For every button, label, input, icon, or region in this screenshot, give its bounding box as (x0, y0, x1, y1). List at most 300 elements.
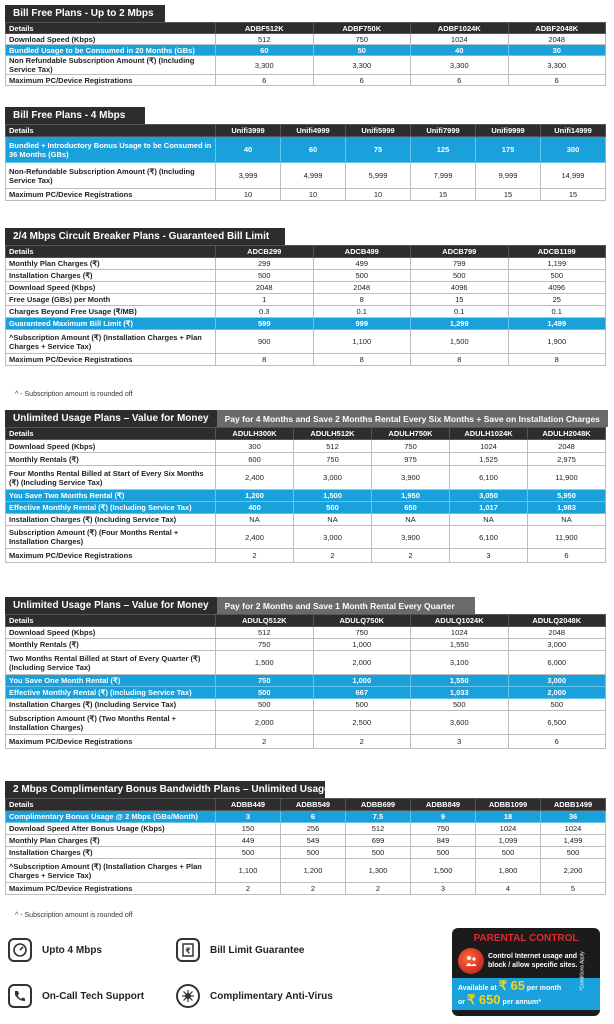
plan-value: 1,550 (411, 639, 509, 651)
plan-name-header: Unifi4999 (281, 125, 346, 137)
plan-name-header: ADULH1024K (450, 428, 528, 440)
parental-control-body (458, 948, 594, 974)
plan-value: 10 (281, 189, 346, 201)
section-title: Bill Free Plans - 4 Mbps (5, 107, 145, 124)
table-header-row (6, 23, 606, 34)
plan-name-header: ADBB549 (281, 799, 346, 811)
plan-value: 3,300 (508, 56, 606, 75)
row-label: Maximum PC/Device Registrations (6, 883, 216, 895)
plan-name-header: ADCB799 (411, 246, 509, 258)
plan-value: 1,499 (508, 318, 606, 330)
table-row (6, 490, 606, 502)
price-prefix: or (458, 999, 465, 1006)
plan-value: 500 (508, 699, 606, 711)
row-label: Download Speed (Kbps) (6, 627, 216, 639)
plan-value: 1,000 (313, 639, 411, 651)
plan-value: 750 (216, 675, 314, 687)
section-tagline: Pay for 2 Months and Save 1 Month Rental Every Quarter (217, 597, 475, 614)
plan-value: 2,200 (541, 859, 606, 883)
table-row (6, 75, 606, 86)
plan-value: 1,100 (313, 330, 411, 354)
details-header: Details (6, 246, 216, 258)
plan-value: 3,000 (508, 675, 606, 687)
plan-name-header: ADULH750K (372, 428, 450, 440)
table-header-row (6, 125, 606, 137)
row-label: Installation Charges (₹) (6, 270, 216, 282)
plan-value: 500 (508, 270, 606, 282)
plan-value: 2,000 (313, 651, 411, 675)
plan-value: 8 (508, 354, 606, 366)
plan-value: 500 (313, 270, 411, 282)
row-label: Subscription Amount (₹) (Two Months Rental + Installation Charges) (6, 711, 216, 735)
feature-bill-limit (176, 938, 304, 962)
row-label: Subscription Amount (₹) (Four Months Rental + Installation Charges) (6, 526, 216, 549)
table-row (6, 294, 606, 306)
details-header: Details (6, 428, 216, 440)
plan-name-header: ADCB299 (216, 246, 314, 258)
section-unlimited-6months (5, 410, 605, 563)
plan-value: 599 (216, 318, 314, 330)
plan-value: 15 (476, 189, 541, 201)
section-unlimited-quarter (5, 597, 605, 749)
plan-value: 2048 (313, 282, 411, 294)
row-label: Two Months Rental Billed at Start of Every Quarter (₹) (Including Service Tax) (6, 651, 216, 675)
feature-antivirus (176, 984, 333, 1008)
plan-value: 1,550 (411, 675, 509, 687)
plan-value: 500 (216, 847, 281, 859)
feature-label: Complimentary Anti-Virus (210, 990, 333, 1002)
plan-value: 3,300 (313, 56, 411, 75)
plan-value: 750 (216, 639, 314, 651)
section-header (5, 597, 605, 614)
plan-value: 60 (216, 45, 314, 56)
plan-value: 7,999 (411, 163, 476, 189)
annual-price: ₹ 650 (466, 992, 501, 1007)
section-header (5, 228, 605, 245)
details-header: Details (6, 615, 216, 627)
plan-value: 2048 (528, 440, 606, 453)
plan-value: 549 (281, 835, 346, 847)
parental-control-price (452, 978, 600, 1010)
plan-value: 2,000 (508, 687, 606, 699)
row-label: Effective Monthly Rental (₹) (Including Service Tax) (6, 687, 216, 699)
plan-value: 1,950 (372, 490, 450, 502)
plan-table (5, 798, 606, 895)
plan-value: 6 (216, 75, 314, 86)
plan-name-header: ADULH2048K (528, 428, 606, 440)
plan-value: 975 (372, 453, 450, 466)
row-label: Non Refundable Subscription Amount (₹) (Including Service Tax) (6, 56, 216, 75)
section-bill-free-2mbps (5, 5, 605, 86)
plan-value: 1024 (476, 823, 541, 835)
plan-value: 500 (216, 687, 314, 699)
plan-value: 7.5 (346, 811, 411, 823)
row-label: Download Speed (Kbps) (6, 440, 216, 453)
plan-value: 3,900 (372, 526, 450, 549)
table-row (6, 859, 606, 883)
plan-value: 3,050 (450, 490, 528, 502)
plan-value: 256 (281, 823, 346, 835)
table-row (6, 526, 606, 549)
plan-name-header: ADBF512K (216, 23, 314, 34)
feature-label: Upto 4 Mbps (42, 944, 102, 956)
plan-value: 1,300 (346, 859, 411, 883)
row-label: Bundled Usage to be Consumed in 20 Months (GBs) (6, 45, 216, 56)
plan-value: 1024 (541, 823, 606, 835)
table-row (6, 651, 606, 675)
plan-value: 6 (281, 811, 346, 823)
monthly-price: ₹ 65 (498, 978, 525, 993)
table-row (6, 282, 606, 294)
plan-value: 500 (346, 847, 411, 859)
plan-value: 6 (313, 75, 411, 86)
row-label: Maximum PC/Device Registrations (6, 549, 216, 563)
table-row (6, 56, 606, 75)
row-label: Free Usage (GBs) per Month (6, 294, 216, 306)
plan-value: 3,000 (508, 639, 606, 651)
plan-value: 500 (411, 847, 476, 859)
plan-value: 1,800 (476, 859, 541, 883)
plan-value: 500 (411, 699, 509, 711)
plan-value: 3 (450, 549, 528, 563)
plan-value: 3 (411, 883, 476, 895)
plan-value: 667 (313, 687, 411, 699)
plan-name-header: ADULH512K (294, 428, 372, 440)
speedometer-icon (8, 938, 32, 962)
plan-value: 1024 (411, 627, 509, 639)
section-header (5, 107, 605, 124)
plan-value: NA (372, 514, 450, 526)
plan-value: 300 (216, 440, 294, 453)
plan-value: 3,300 (411, 56, 509, 75)
plan-value: 60 (281, 137, 346, 163)
plan-value: 750 (294, 453, 372, 466)
plan-value: 1,017 (450, 502, 528, 514)
plan-value: 30 (508, 45, 606, 56)
plan-value: 849 (411, 835, 476, 847)
plan-value: 500 (216, 270, 314, 282)
price-suffix: per annum* (502, 999, 541, 1006)
plan-name-header: ADBB1099 (476, 799, 541, 811)
plan-value: 400 (216, 502, 294, 514)
plan-value: 1024 (450, 440, 528, 453)
plan-value: NA (528, 514, 606, 526)
row-label: Monthly Plan Charges (₹) (6, 258, 216, 270)
svg-text:₹: ₹ (185, 946, 191, 956)
plan-value: NA (216, 514, 294, 526)
table-row (6, 835, 606, 847)
plan-value: 3,000 (294, 466, 372, 490)
plan-table (5, 614, 606, 749)
table-row (6, 549, 606, 563)
section-tagline: Pay for 4 Months and Save 2 Months Rental Every Six Months + Save on Installation Charges (217, 410, 608, 427)
plan-value: 650 (372, 502, 450, 514)
plan-name-header: Unifi3999 (216, 125, 281, 137)
plan-value: 9 (411, 811, 476, 823)
table-row (6, 45, 606, 56)
plan-value: 15 (411, 294, 509, 306)
plan-value: 750 (372, 440, 450, 453)
plan-value: 0.3 (216, 306, 314, 318)
plan-value: 15 (541, 189, 606, 201)
table-row (6, 699, 606, 711)
table-row (6, 330, 606, 354)
table-row (6, 466, 606, 490)
plan-value: 2048 (508, 34, 606, 45)
bill-icon (176, 938, 200, 962)
details-header: Details (6, 23, 216, 34)
plan-value: 750 (313, 627, 411, 639)
table-row (6, 163, 606, 189)
plan-value: 11,900 (528, 526, 606, 549)
plan-value: 36 (541, 811, 606, 823)
plan-name-header: ADULH300K (216, 428, 294, 440)
plan-value: 1,500 (411, 330, 509, 354)
plan-value: 1,500 (294, 490, 372, 502)
plan-value: 8 (411, 354, 509, 366)
table-row (6, 453, 606, 466)
plan-value: 4096 (508, 282, 606, 294)
plan-value: 11,900 (528, 466, 606, 490)
plan-value: 2048 (508, 627, 606, 639)
table-row (6, 823, 606, 835)
plan-value: 0.1 (508, 306, 606, 318)
section-title: 2/4 Mbps Circuit Breaker Plans - Guaranteed Bill Limit (5, 228, 285, 245)
plan-value: 4096 (411, 282, 509, 294)
plan-value: 1,299 (411, 318, 509, 330)
row-label: Guaranteed Maximum Bill Limit (₹) (6, 318, 216, 330)
table-header-row (6, 428, 606, 440)
plan-value: 5 (541, 883, 606, 895)
feature-label: Bill Limit Guarantee (210, 944, 305, 956)
plan-name-header: ADBB849 (411, 799, 476, 811)
plan-value: 10 (346, 189, 411, 201)
plan-value: 3,000 (294, 526, 372, 549)
plan-value: 40 (216, 137, 281, 163)
table-row (6, 687, 606, 699)
plan-value: 299 (216, 258, 314, 270)
table-row (6, 306, 606, 318)
parental-control-icon (458, 948, 484, 974)
plan-value: 6 (508, 735, 606, 749)
table-header-row (6, 615, 606, 627)
row-label: Maximum PC/Device Registrations (6, 354, 216, 366)
plan-value: 699 (346, 835, 411, 847)
table-row (6, 811, 606, 823)
plan-value: 4,999 (281, 163, 346, 189)
row-label: ^Subscription Amount (₹) (Installation Charges + Plan Charges + Service Tax) (6, 859, 216, 883)
table-row (6, 711, 606, 735)
plan-value: 2,500 (313, 711, 411, 735)
plan-value: 40 (411, 45, 509, 56)
plan-value: 900 (216, 330, 314, 354)
parental-control-title: PARENTAL CONTROL (473, 933, 579, 944)
plan-value: 3 (411, 735, 509, 749)
rounding-note: ^ - Subscription amount is rounded off (15, 391, 133, 398)
plan-value: 512 (294, 440, 372, 453)
plan-value: 150 (216, 823, 281, 835)
row-label: Effective Monthly Rental (₹) (Including Service Tax) (6, 502, 216, 514)
plan-name-header: Unifi14999 (541, 125, 606, 137)
plan-value: 1,099 (476, 835, 541, 847)
table-row (6, 847, 606, 859)
plan-value: NA (450, 514, 528, 526)
plan-value: 1,033 (411, 687, 509, 699)
section-title: Unlimited Usage Plans – Value for Money (5, 597, 217, 614)
section-header (5, 5, 605, 22)
phone-icon (8, 984, 32, 1008)
table-row (6, 883, 606, 895)
row-label: You Save One Month Rental (₹) (6, 675, 216, 687)
rounding-note: ^ - Subscription amount is rounded off (15, 912, 133, 919)
details-header: Details (6, 799, 216, 811)
plan-value: 1,499 (541, 835, 606, 847)
plan-value: 6,100 (450, 466, 528, 490)
plan-name-header: ADBB1499 (541, 799, 606, 811)
plan-value: 25 (508, 294, 606, 306)
plan-value: 3,900 (372, 466, 450, 490)
plan-value: 500 (281, 847, 346, 859)
row-label: Complimentary Bonus Usage @ 2 Mbps (GBs/Month) (6, 811, 216, 823)
section-complimentary-bonus (5, 781, 605, 895)
feature-tech-support (8, 984, 144, 1008)
plan-value: 3,100 (411, 651, 509, 675)
row-label: Maximum PC/Device Registrations (6, 735, 216, 749)
plan-value: 1,199 (508, 258, 606, 270)
section-title: 2 Mbps Complimentary Bonus Bandwidth Plans – Unlimited Usage (5, 781, 325, 798)
plan-value: 1,200 (281, 859, 346, 883)
table-row (6, 502, 606, 514)
plan-value: 1,900 (508, 330, 606, 354)
plan-value: 500 (541, 847, 606, 859)
plan-value: 2,975 (528, 453, 606, 466)
plan-value: 2 (216, 735, 314, 749)
plan-value: 8 (216, 354, 314, 366)
plan-value: 1024 (411, 34, 509, 45)
table-row (6, 514, 606, 526)
plan-value: 10 (216, 189, 281, 201)
plan-value: 6,100 (450, 526, 528, 549)
row-label: Installation Charges (₹) (Including Service Tax) (6, 699, 216, 711)
table-header-row (6, 246, 606, 258)
plan-name-header: ADBB699 (346, 799, 411, 811)
table-row (6, 34, 606, 45)
plan-value: 5,999 (346, 163, 411, 189)
price-suffix: per month (526, 985, 562, 992)
plan-value: 8 (313, 294, 411, 306)
plan-name-header: ADULQ512K (216, 615, 314, 627)
plan-name-header: Unifi7999 (411, 125, 476, 137)
section-header (5, 781, 605, 798)
row-label: Download Speed (Kbps) (6, 34, 216, 45)
row-label: Maximum PC/Device Registrations (6, 189, 216, 201)
plan-value: 0.1 (411, 306, 509, 318)
plan-value: 1 (216, 294, 314, 306)
row-label: Monthly Rentals (₹) (6, 453, 216, 466)
plan-value: 750 (411, 823, 476, 835)
plan-name-header: Unifi5999 (346, 125, 411, 137)
plan-value: 50 (313, 45, 411, 56)
plan-value: 2 (313, 735, 411, 749)
plan-value: 125 (411, 137, 476, 163)
plan-value: 600 (216, 453, 294, 466)
plan-value: 6 (528, 549, 606, 563)
plan-value: 500 (313, 699, 411, 711)
section-circuit-breaker (5, 228, 605, 366)
plan-value: 2,400 (216, 466, 294, 490)
plan-value: 5,950 (528, 490, 606, 502)
plan-name-header: ADCB1199 (508, 246, 606, 258)
plan-table (5, 22, 606, 86)
table-row (6, 318, 606, 330)
plan-value: 3,999 (216, 163, 281, 189)
plan-value: 6 (508, 75, 606, 86)
plan-value: 1,000 (313, 675, 411, 687)
plan-name-header: ADBF750K (313, 23, 411, 34)
section-title: Unlimited Usage Plans – Value for Money (5, 410, 217, 427)
conditions-apply: *Conditions Apply (579, 951, 586, 991)
row-label: Download Speed (Kbps) (6, 282, 216, 294)
plan-value: 2 (281, 883, 346, 895)
plan-value: 2 (216, 549, 294, 563)
plan-value: 512 (216, 627, 314, 639)
plan-name-header: ADBB449 (216, 799, 281, 811)
plan-name-header: ADULQ750K (313, 615, 411, 627)
table-row (6, 675, 606, 687)
plan-value: 500 (216, 699, 314, 711)
plan-value: 500 (411, 270, 509, 282)
plan-value: 2 (294, 549, 372, 563)
feature-label: On-Call Tech Support (42, 990, 145, 1002)
plan-value: 18 (476, 811, 541, 823)
plan-table (5, 245, 606, 366)
row-label: Non-Refundable Subscription Amount (₹) (Including Service Tax) (6, 163, 216, 189)
row-label: Bundled + Introductory Bonus Usage to be Consumed in 36 Months (GBs) (6, 137, 216, 163)
plan-value: 1,200 (216, 490, 294, 502)
plan-value: 2,400 (216, 526, 294, 549)
plan-value: 512 (346, 823, 411, 835)
plan-value: 1,525 (450, 453, 528, 466)
plan-value: 449 (216, 835, 281, 847)
row-label: Monthly Rentals (₹) (6, 639, 216, 651)
row-label: Download Speed After Bonus Usage (Kbps) (6, 823, 216, 835)
plan-value: 2 (372, 549, 450, 563)
row-label: Installation Charges (₹) (Including Service Tax) (6, 514, 216, 526)
plan-value: 512 (216, 34, 314, 45)
row-label: You Save Two Months Rental (₹) (6, 490, 216, 502)
plan-value: 2,000 (216, 711, 314, 735)
plan-name-header: ADULQ2048K (508, 615, 606, 627)
table-row (6, 735, 606, 749)
plan-name-header: ADCB499 (313, 246, 411, 258)
plan-value: 300 (541, 137, 606, 163)
plan-table (5, 427, 606, 563)
table-row (6, 270, 606, 282)
details-header: Details (6, 125, 216, 137)
plan-value: 9,999 (476, 163, 541, 189)
plan-value: 75 (346, 137, 411, 163)
plan-value: 500 (476, 847, 541, 859)
row-label: Four Months Rental Billed at Start of Every Six Months (₹) (Including Service Tax) (6, 466, 216, 490)
plan-value: 14,999 (541, 163, 606, 189)
plan-value: 1,500 (411, 859, 476, 883)
price-prefix: Available at (458, 985, 497, 992)
plan-value: 15 (411, 189, 476, 201)
plan-value: 8 (313, 354, 411, 366)
plan-value: 2 (346, 883, 411, 895)
plan-value: 6,000 (508, 651, 606, 675)
table-row (6, 354, 606, 366)
